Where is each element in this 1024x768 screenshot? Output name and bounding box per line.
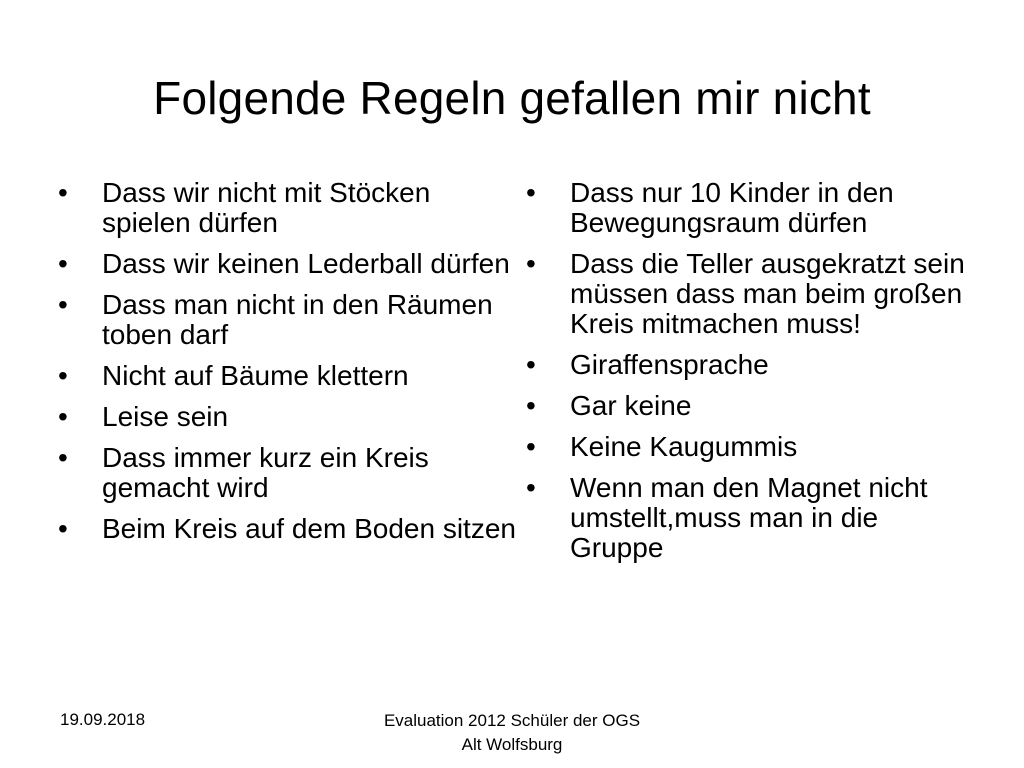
list-item-text: Nicht auf Bäume klettern [102, 360, 409, 391]
bullet-icon: • [58, 513, 68, 544]
bullet-icon: • [58, 401, 68, 432]
bullet-icon: • [526, 349, 536, 380]
bullet-icon: • [58, 177, 68, 208]
bullet-icon: • [58, 360, 68, 391]
right-bullet-list [526, 178, 976, 574]
list-item-text: Dass die Teller ausgekratzt sein müssen dass man beim großen Kreis mitmachen muss! [570, 248, 965, 339]
list-item [526, 473, 976, 563]
list-item [58, 361, 518, 391]
bullet-icon: • [526, 177, 536, 208]
footer-caption-line-1: Evaluation 2012 Schüler der OGS [383, 711, 641, 730]
list-item-text: Dass nur 10 Kinder in den Bewegungsraum dürfen [570, 177, 894, 238]
list-item [526, 249, 976, 339]
list-item [58, 178, 518, 238]
left-bullet-list [58, 178, 518, 555]
list-item-text: Wenn man den Magnet nicht umstellt,muss man in die Gruppe [570, 472, 928, 563]
list-item-text: Dass wir keinen Lederball dürfen [102, 248, 510, 279]
list-item [526, 391, 976, 421]
bullet-icon: • [526, 431, 536, 462]
bullet-icon: • [58, 442, 68, 473]
bullet-icon: • [526, 472, 536, 503]
list-item [58, 290, 518, 350]
bullet-icon: • [526, 248, 536, 279]
footer-caption [340, 709, 684, 757]
footer-caption-line-2: Alt Wolfsburg [461, 735, 563, 754]
list-item-text: Leise sein [102, 401, 229, 432]
bullet-icon: • [526, 390, 536, 421]
list-item-text: Beim Kreis auf dem Boden sitzen [102, 513, 516, 544]
footer-date: 19.09.2018 [60, 710, 146, 729]
list-item-text: Gar keine [570, 390, 692, 421]
list-item-text: Dass wir nicht mit Stöcken spielen dürfen [102, 177, 431, 238]
list-item-text: Dass man nicht in den Räumen toben darf [102, 289, 493, 350]
list-item [526, 432, 976, 462]
list-item [58, 402, 518, 432]
list-item-text: Giraffensprache [570, 349, 769, 380]
bullet-icon: • [58, 289, 68, 320]
list-item [58, 249, 518, 279]
list-item [526, 178, 976, 238]
slide-title: Folgende Regeln gefallen mir nicht [153, 72, 871, 124]
list-item-text: Dass immer kurz ein Kreis gemacht wird [102, 442, 429, 503]
list-item [526, 350, 976, 380]
list-item [58, 514, 518, 544]
list-item [58, 443, 518, 503]
bullet-icon: • [58, 248, 68, 279]
list-item-text: Keine Kaugummis [570, 431, 798, 462]
